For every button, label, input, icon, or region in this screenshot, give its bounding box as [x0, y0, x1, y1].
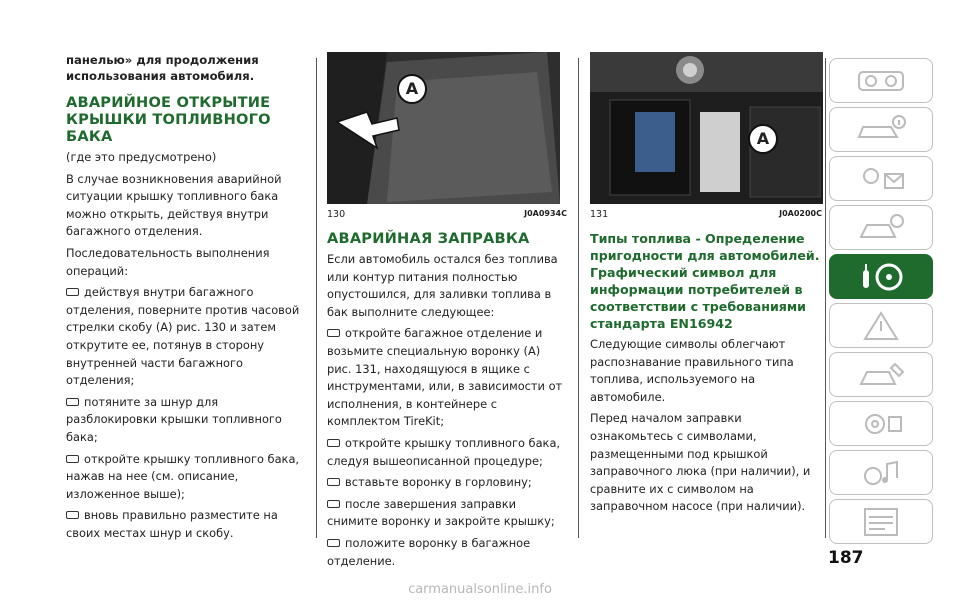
callout-a: A	[397, 74, 427, 104]
list-item: откройте крышку топливного бака, следуя вышеописанной процедуре;	[327, 435, 561, 468]
paragraph: Следующие символы облегчают распознавание правильного типа топлива, используемого на автомобиле.	[590, 337, 794, 404]
column-3	[590, 52, 822, 520]
bullet-icon	[327, 478, 340, 486]
bullet-icon	[66, 398, 79, 406]
index-icon	[851, 505, 911, 539]
chapter-tabs	[829, 58, 935, 548]
warning-lights-icon	[851, 162, 911, 196]
tab-emergency[interactable]	[829, 303, 933, 348]
tab-multimedia[interactable]	[829, 450, 933, 495]
tab-index[interactable]	[829, 499, 933, 544]
callout-a: A	[748, 124, 778, 154]
tab-car-safety[interactable]	[829, 205, 933, 250]
tab-car-dashboard[interactable]	[829, 58, 933, 103]
figure-131-photo	[590, 52, 823, 204]
start-drive-icon	[851, 260, 911, 294]
tab-maintenance[interactable]	[829, 352, 933, 397]
tab-warning-lights[interactable]	[829, 156, 933, 201]
paragraph: Перед началом заправки ознакомьтесь с символами, размещенными под крышкой заправочного люка (при наличии), и сравните их с символом на заправочном насосе (при наличии).	[590, 411, 811, 514]
paragraph: Последовательность выполнения операций:	[66, 245, 270, 278]
tab-car-info[interactable]	[829, 107, 933, 152]
figure-number: 131	[590, 209, 609, 220]
page-number: 187	[828, 548, 864, 568]
tab-start-drive[interactable]	[829, 254, 933, 299]
list-item: откройте крышку топливного бака, нажав на нее (см. описание, изложенное выше);	[66, 451, 300, 501]
intro-text: панелью» для продолжения использования автомобиля.	[66, 53, 259, 83]
section-heading: Типы топлива - Определение пригодности для автомобилей. Графический символ для информации потребителей в соответствии с требованиями стандарта EN16942	[590, 231, 820, 331]
figure-130-photo	[327, 52, 560, 204]
bullet-icon	[327, 329, 340, 337]
paragraph: В случае возникновения аварийной ситуации крышку топливного бака можно открыть, действуя внутри багажного отделения.	[66, 171, 282, 239]
bullet-icon	[327, 439, 340, 447]
car-dashboard-icon	[851, 64, 911, 98]
list-item: после завершения заправки снимите воронку и закройте крышку;	[327, 496, 555, 529]
figure-number: 130	[327, 209, 346, 220]
list-item: положите воронку в багажное отделение.	[327, 535, 531, 568]
section-heading: АВАРИЙНАЯ ЗАПРАВКА	[327, 230, 530, 247]
figure-caption	[327, 209, 567, 220]
figure-caption	[590, 209, 822, 220]
maintenance-icon	[851, 358, 911, 392]
figure-code: J0A0934C	[524, 209, 567, 218]
paragraph: (где это предусмотрено)	[66, 150, 217, 164]
technical-data-icon	[851, 407, 911, 441]
tab-technical-data[interactable]	[829, 401, 933, 446]
list-item: вставьте воронку в горловину;	[327, 474, 567, 492]
column-divider	[578, 58, 579, 538]
watermark: carmanualsonline.info	[408, 582, 552, 597]
tool-box-image	[590, 52, 823, 204]
car-info-icon	[851, 113, 911, 147]
figure-code: J0A0200C	[779, 209, 822, 218]
column-divider	[316, 58, 317, 538]
bullet-icon	[66, 288, 79, 296]
list-item: откройте багажное отделение и возьмите специальную воронку (A) рис. 131, находящуюся в ящике с инструментами, или, в зависимости от исполнения, в контейнере с комплектом TireKit;	[327, 326, 563, 429]
car-safety-icon	[851, 211, 911, 245]
section-heading: АВАРИЙНОЕ ОТКРЫТИЕ КРЫШКИ ТОПЛИВНОГО БАКА	[66, 94, 271, 145]
bullet-icon	[327, 500, 340, 508]
emergency-triangle-icon	[851, 309, 911, 343]
list-item: потяните за шнур для разблокировки крышки топливного бака;	[66, 394, 282, 444]
column-divider	[825, 58, 826, 538]
list-item: действуя внутри багажного отделения, поверните против часовой стрелки скобу (A) рис. 130 и затем открутите ее, потянув в сторону внутренней части багажного отделения;	[66, 285, 300, 388]
bullet-icon	[327, 539, 340, 547]
list-item: вновь правильно разместите на своих местах шнур и скобу.	[66, 508, 278, 540]
trunk-side-panel-image	[327, 52, 560, 204]
column-1	[66, 52, 308, 546]
paragraph: Если автомобиль остался без топлива или контур питания полностью опустошился, для заливки топлива в бак выполните следующее:	[327, 252, 558, 319]
bullet-icon	[66, 511, 79, 519]
multimedia-icon	[851, 456, 911, 490]
column-2	[327, 52, 567, 574]
bullet-icon	[66, 455, 79, 463]
